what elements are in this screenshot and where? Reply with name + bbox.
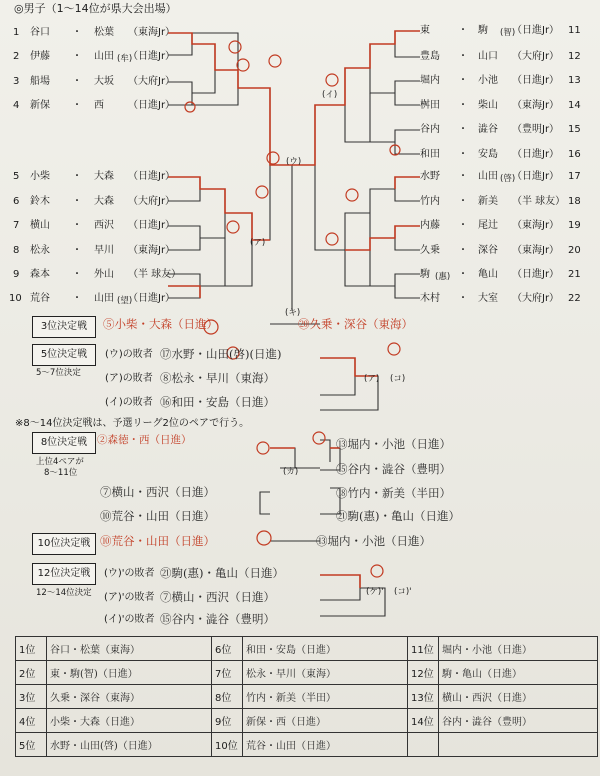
player-a: 小柴	[30, 171, 50, 182]
results-row	[16, 637, 598, 661]
pair-dot: ・	[72, 245, 82, 256]
player-a: 谷内	[420, 124, 440, 135]
player-b: 小池	[478, 75, 498, 86]
pair-cell: 東・駒(智)（日進）	[47, 661, 212, 685]
player-club: （東海Jr）	[128, 27, 176, 38]
player-no: 8	[13, 245, 20, 256]
player-b: 大森	[94, 171, 114, 182]
player-no: 20	[568, 245, 581, 256]
player-club: （豊明Jr）	[512, 124, 560, 135]
player-no: 19	[568, 220, 581, 231]
pair-dot: ・	[72, 76, 82, 87]
player-b: 松葉	[94, 27, 114, 38]
pair-cell: 水野・山田(啓)（日進）	[47, 733, 212, 757]
player-no: 15	[568, 124, 581, 135]
player-no: 5	[13, 171, 20, 182]
player-b: 大坂	[94, 76, 114, 87]
player-b: 山田	[94, 51, 114, 62]
loser-u-pair: ⑰水野・山田(啓)(日進)	[160, 347, 282, 361]
rank-cell	[408, 733, 439, 757]
pair-dot: ・	[458, 196, 468, 207]
note-text: ※8〜14位決定戦は、予選リーグ2位のペアで行う。	[15, 418, 250, 429]
player-b-club: (智)	[500, 28, 516, 38]
player-a: 木村	[420, 293, 440, 304]
pair-cell	[439, 733, 598, 757]
eighth-top-pair: ②森徳・西（日進）	[97, 434, 192, 446]
player-b: 深谷	[478, 245, 498, 256]
rank-cell: 4位	[16, 709, 47, 733]
tenth-left-pair: ⑩荒谷・山田（日進）	[100, 534, 215, 548]
player-a: 和田	[420, 149, 440, 160]
player-a: 内藤	[420, 220, 440, 231]
loser-i-label: (イ)の敗者	[105, 397, 153, 408]
bracket-mark-12b: (コ)'	[394, 587, 412, 597]
player-a: 豊島	[420, 51, 440, 62]
third-mid-mark: (キ)	[285, 308, 301, 318]
player-b: 山田	[478, 171, 498, 182]
player-a: 松永	[30, 245, 50, 256]
rank-cell: 12位	[408, 661, 439, 685]
player-club: （日進Jr）	[128, 51, 176, 62]
player-club: （大府Jr）	[512, 51, 560, 62]
pair-cell: 谷口・松葉（東海）	[47, 637, 212, 661]
pair-dot: ・	[72, 171, 82, 182]
pair-dot: ・	[458, 124, 468, 135]
player-b: 尾辻	[478, 220, 498, 231]
loser-u2-label: (ウ)'の敗者	[104, 568, 155, 579]
player-club: （大府Jr）	[512, 293, 560, 304]
player-club: （日進Jr）	[128, 220, 176, 231]
loser-a2-label: (ア)'の敗者	[104, 592, 155, 603]
player-club: （半 球友）	[128, 269, 182, 280]
eighth-sub-a: 上位4ペアが	[36, 457, 84, 467]
eighth-r4: ㉑駒(惠)・亀山（日進）	[336, 509, 460, 523]
player-no: 6	[13, 196, 20, 207]
rank-cell: 9位	[212, 709, 243, 733]
pair-dot: ・	[72, 51, 82, 62]
player-b: 西	[94, 100, 104, 111]
player-a: 東	[420, 25, 430, 36]
player-a: 竹内	[420, 196, 440, 207]
player-b: 安島	[478, 149, 498, 160]
rank-cell: 2位	[16, 661, 47, 685]
eighth-r3: ⑱竹内・新美（半田）	[336, 486, 451, 500]
player-no: 12	[568, 51, 581, 62]
rank-cell: 3位	[16, 685, 47, 709]
pair-dot: ・	[72, 293, 82, 304]
eighth-l2: ⑩荒谷・山田（日進）	[100, 509, 215, 523]
eighth-l1: ⑦横山・西沢（日進）	[100, 485, 215, 499]
rank-cell: 13位	[408, 685, 439, 709]
bracket-mark-i: (イ)	[322, 90, 338, 100]
player-a: 新保	[30, 100, 50, 111]
results-row	[16, 733, 598, 757]
rank-cell: 7位	[212, 661, 243, 685]
loser-u2-pair: ㉑駒(惠)・亀山（日進）	[160, 566, 284, 580]
player-b: 駒	[478, 25, 488, 36]
pair-cell: 小柴・大森（日進）	[47, 709, 212, 733]
pair-dot: ・	[72, 220, 82, 231]
pair-dot: ・	[72, 100, 82, 111]
player-a: 荒谷	[30, 293, 50, 304]
player-no: 11	[568, 25, 581, 36]
player-no: 2	[13, 51, 20, 62]
pair-dot: ・	[458, 293, 468, 304]
player-club: （東海Jr）	[512, 100, 560, 111]
results-row	[16, 661, 598, 685]
third-right-pair: ⑳久乗・深谷（東海）	[298, 317, 413, 331]
player-b: 新美	[478, 196, 498, 207]
pair-dot: ・	[72, 27, 82, 38]
eighth-r1: ⑬堀内・小池（日進）	[336, 437, 451, 451]
player-no: 21	[568, 269, 581, 280]
player-no: 17	[568, 171, 581, 182]
pair-dot: ・	[72, 269, 82, 280]
third-left-pair: ⑤小柴・大森（日進）	[103, 317, 218, 331]
player-no: 13	[568, 75, 581, 86]
player-no: 22	[568, 293, 581, 304]
player-a: 伊藤	[30, 51, 50, 62]
loser-a-pair: ⑧松永・早川（東海）	[160, 371, 275, 385]
player-club: （日進Jr）	[128, 100, 176, 111]
pair-dot: ・	[72, 196, 82, 207]
fifth-sub: 5〜7位決定	[36, 368, 81, 378]
player-a: 谷口	[30, 27, 50, 38]
bracket-mark-u: (ウ)	[286, 157, 302, 167]
bracket-mark-a: (ア)	[250, 238, 266, 248]
pair-cell: 新保・西（日進）	[243, 709, 408, 733]
player-b: 大森	[94, 196, 114, 207]
player-club: （東海Jr）	[512, 220, 560, 231]
player-b: 山口	[478, 51, 498, 62]
player-b-club: (望)	[117, 296, 133, 306]
page-title: ◎男子（1〜14位が県大会出場）	[14, 2, 177, 15]
player-b: 早川	[94, 245, 114, 256]
pair-cell: 谷内・澁谷（豊明）	[439, 709, 598, 733]
rank-cell: 11位	[408, 637, 439, 661]
player-club: （大府Jr）	[128, 76, 176, 87]
rank-cell: 10位	[212, 733, 243, 757]
player-b: 山田	[94, 293, 114, 304]
bracket-mark-5a: (ア)	[364, 374, 380, 384]
player-club: （大府Jr）	[128, 196, 176, 207]
loser-u-label: (ウ)の敗者	[105, 349, 153, 360]
player-a: 久乗	[420, 245, 440, 256]
pair-cell: 久乗・深谷（東海）	[47, 685, 212, 709]
eighth-place-label: 8位決定戦	[32, 432, 96, 454]
rank-cell: 1位	[16, 637, 47, 661]
twelfth-place-label: 12位決定戦	[32, 563, 96, 585]
player-club: （東海Jr）	[128, 245, 176, 256]
pair-cell: 松永・早川（東海）	[243, 661, 408, 685]
player-a: 森本	[30, 269, 50, 280]
bracket-mark-12: (ケ)'	[366, 587, 384, 597]
player-club: （日進Jr）	[512, 269, 560, 280]
player-b-club: (牟)	[117, 54, 133, 64]
pair-dot: ・	[458, 75, 468, 86]
player-no: 18	[568, 196, 581, 207]
player-no: 7	[13, 220, 20, 231]
loser-a-label: (ア)の敗者	[105, 373, 153, 384]
pair-dot: ・	[458, 100, 468, 111]
rank-cell: 5位	[16, 733, 47, 757]
loser-i2-pair: ⑮谷内・澁谷（豊明）	[160, 612, 275, 626]
tenth-place-label: 10位決定戦	[32, 533, 96, 555]
player-club: （日進Jr）	[512, 171, 560, 182]
pair-cell: 横山・西沢（日進）	[439, 685, 598, 709]
third-place-label: 3位決定戦	[32, 316, 96, 338]
pair-cell: 荒谷・山田（日進）	[243, 733, 408, 757]
player-club: （東海Jr）	[512, 245, 560, 256]
player-a: 横山	[30, 220, 50, 231]
rank-cell: 6位	[212, 637, 243, 661]
pair-dot: ・	[458, 51, 468, 62]
rank-cell: 14位	[408, 709, 439, 733]
player-club: （半 球友）	[512, 196, 566, 207]
results-row	[16, 685, 598, 709]
eighth-r2: ⑮谷内・澁谷（豊明）	[336, 462, 451, 476]
player-b-club: (啓)	[500, 174, 516, 184]
player-club: （日進Jr）	[512, 75, 560, 86]
fifth-place-label: 5位決定戦	[32, 344, 96, 366]
player-a: 鈴木	[30, 196, 50, 207]
player-b: 澁谷	[478, 124, 498, 135]
player-no: 1	[13, 27, 20, 38]
player-b: 外山	[94, 269, 114, 280]
player-b: 亀山	[478, 269, 498, 280]
pair-dot: ・	[458, 220, 468, 231]
tenth-right-pair: ⑬堀内・小池（日進）	[316, 534, 431, 548]
pair-cell: 和田・安島（日進）	[243, 637, 408, 661]
pair-dot: ・	[458, 269, 468, 280]
player-b: 大室	[478, 293, 498, 304]
pair-dot: ・	[458, 171, 468, 182]
results-row	[16, 709, 598, 733]
player-a: 桝田	[420, 100, 440, 111]
player-no: 10	[9, 293, 22, 304]
player-b: 西沢	[94, 220, 114, 231]
pair-dot: ・	[458, 149, 468, 160]
rank-cell: 8位	[212, 685, 243, 709]
player-a-club: (惠)	[435, 272, 451, 282]
bracket-mark-8: (カ)	[283, 467, 299, 477]
loser-i2-label: (イ)'の敗者	[104, 614, 155, 625]
pair-dot: ・	[458, 245, 468, 256]
player-club: （日進Jr）	[128, 171, 176, 182]
player-a: 水野	[420, 171, 440, 182]
loser-a2-pair: ⑦横山・西沢（日進）	[160, 590, 275, 604]
twelfth-sub: 12〜14位決定	[36, 588, 92, 598]
player-a: 船場	[30, 76, 50, 87]
player-club: （日進Jr）	[512, 149, 560, 160]
player-no: 4	[13, 100, 20, 111]
loser-i-pair: ⑯和田・安島（日進）	[160, 395, 275, 409]
player-a: 駒	[420, 269, 430, 280]
player-no: 3	[13, 76, 20, 87]
player-no: 14	[568, 100, 581, 111]
player-club: （日進Jr）	[512, 25, 560, 36]
player-no: 16	[568, 149, 581, 160]
pair-cell: 駒・亀山（日進）	[439, 661, 598, 685]
player-a: 堀内	[420, 75, 440, 86]
eighth-sub-b: 8〜11位	[44, 468, 78, 478]
pair-dot: ・	[458, 25, 468, 36]
bracket-mark-5b: (コ)	[390, 374, 406, 384]
player-b: 柴山	[478, 100, 498, 111]
results-table	[15, 636, 598, 757]
pair-cell: 竹内・新美（半田）	[243, 685, 408, 709]
player-no: 9	[13, 269, 20, 280]
pair-cell: 堀内・小池（日進）	[439, 637, 598, 661]
player-club: （日進Jr）	[128, 293, 176, 304]
